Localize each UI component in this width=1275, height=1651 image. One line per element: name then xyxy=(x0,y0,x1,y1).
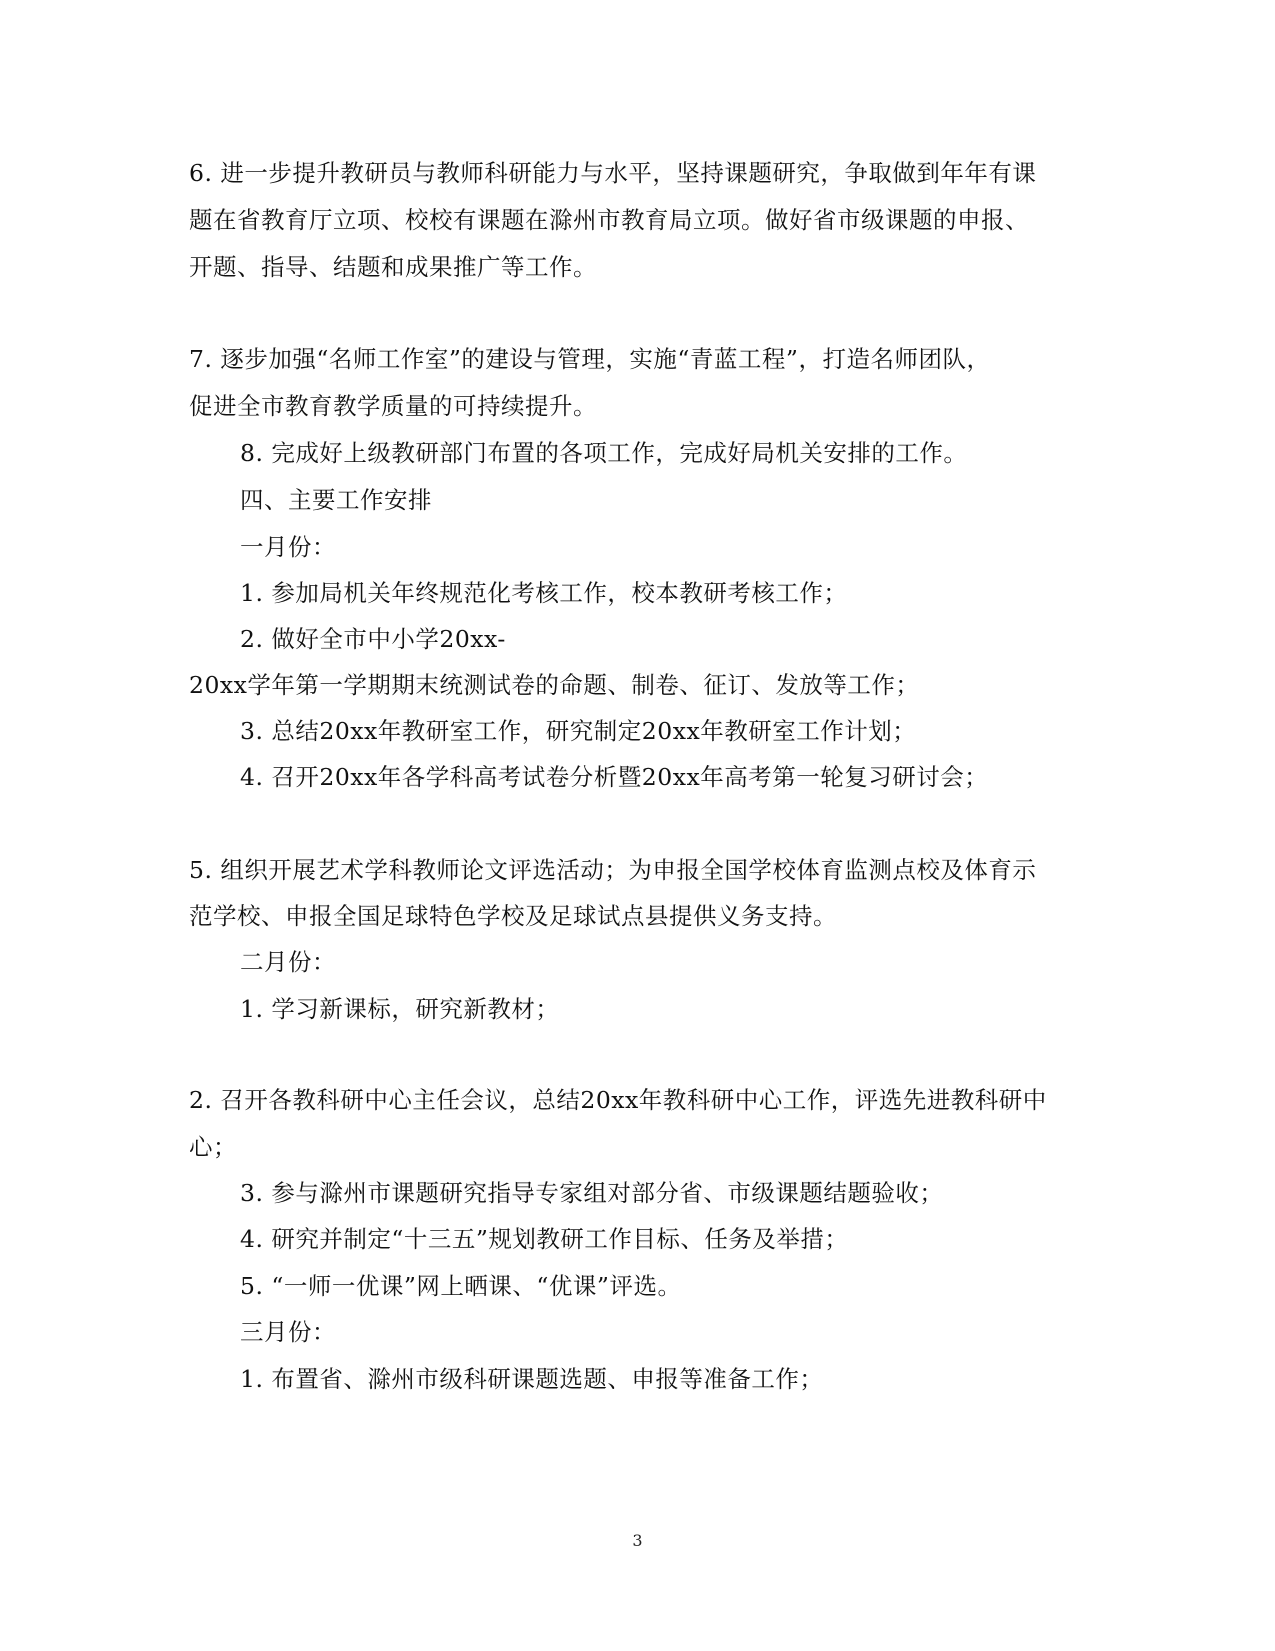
text-line: 促进全市教育教学质量的可持续提升。 xyxy=(189,392,597,420)
month-heading: 三月份： xyxy=(240,1318,336,1346)
page-number: 3 xyxy=(632,1531,643,1550)
section-heading: 四、主要工作安排 xyxy=(240,486,432,514)
text-line: 4. 召开20xx年各学科高考试卷分析暨20xx年高考第一轮复习研讨会； xyxy=(240,763,989,791)
text-line: 3. 参与滁州市课题研究指导专家组对部分省、市级课题结题验收； xyxy=(240,1179,944,1207)
text-line: 4. 研究并制定“十三五”规划教研工作目标、任务及举措； xyxy=(240,1225,849,1253)
text-line: 6. 进一步提升教研员与教师科研能力与水平，坚持课题研究，争取做到年年有课 xyxy=(189,159,1037,187)
text-line: 2. 召开各教科研中心主任会议，总结20xx年教科研中心工作，评选先进教科研中 xyxy=(189,1086,1047,1114)
text-line: 范学校、申报全国足球特色学校及足球试点县提供义务支持。 xyxy=(189,902,837,930)
text-line: 5. 组织开展艺术学科教师论文评选活动；为申报全国学校体育监测点校及体育示 xyxy=(189,856,1037,884)
text-line: 1. 参加局机关年终规范化考核工作，校本教研考核工作； xyxy=(240,579,848,607)
text-line: 心； xyxy=(189,1133,237,1161)
text-line: 1. 学习新课标，研究新教材； xyxy=(240,995,560,1023)
text-line: 开题、指导、结题和成果推广等工作。 xyxy=(189,253,597,281)
month-heading: 二月份： xyxy=(240,948,336,976)
text-line: 1. 布置省、滁州市级科研课题选题、申报等准备工作； xyxy=(240,1365,824,1393)
text-line: 8. 完成好上级教研部门布置的各项工作，完成好局机关安排的工作。 xyxy=(240,439,968,467)
text-line: 5. “一师一优课”网上晒课、“优课”评选。 xyxy=(240,1272,682,1300)
text-line: 20xx学年第一学期期末统测试卷的命题、制卷、征订、发放等工作； xyxy=(189,671,920,699)
month-heading: 一月份： xyxy=(240,533,336,561)
text-line: 2. 做好全市中小学20xx- xyxy=(240,625,506,653)
text-line: 3. 总结20xx年教研室工作，研究制定20xx年教研室工作计划； xyxy=(240,717,917,745)
text-line: 题在省教育厅立项、校校有课题在滁州市教育局立项。做好省市级课题的申报、 xyxy=(189,206,1029,234)
text-line: 7. 逐步加强“名师工作室”的建设与管理，实施“青蓝工程”，打造名师团队， xyxy=(189,345,991,373)
